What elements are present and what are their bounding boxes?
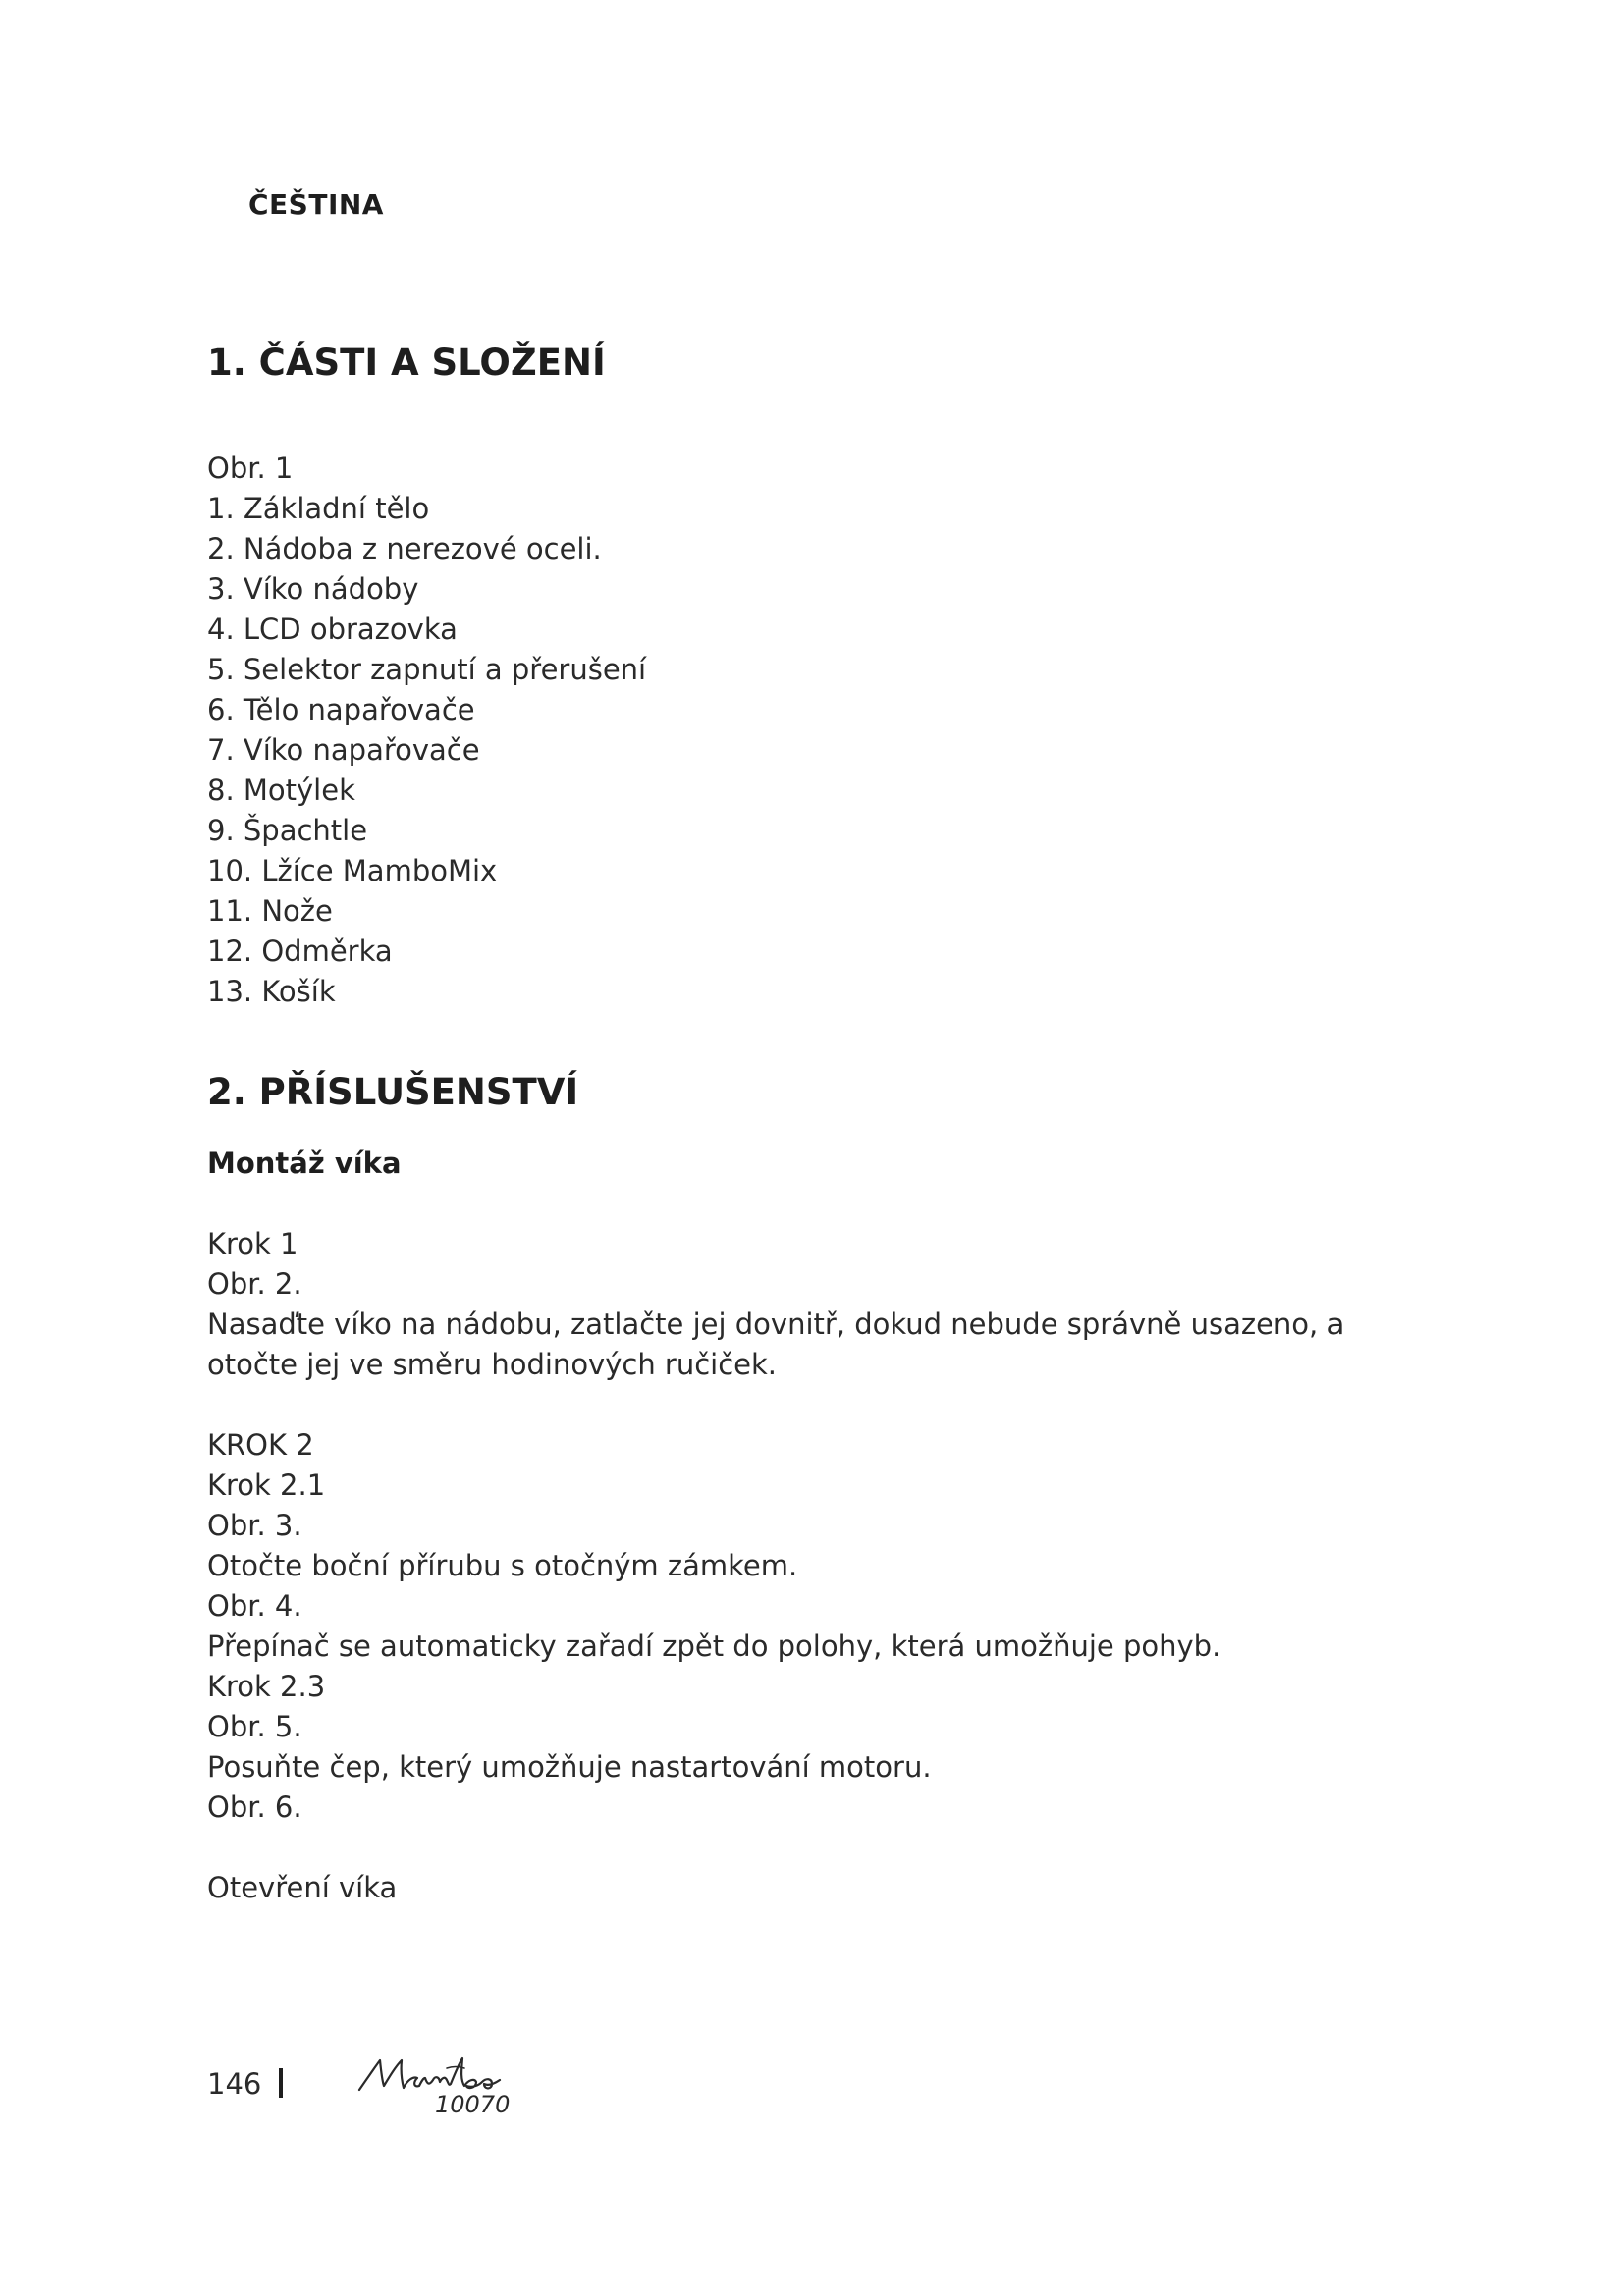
footer-divider	[279, 2068, 283, 2098]
step-label: Krok 2.3	[207, 1670, 326, 1703]
logo-model-number	[345, 2047, 541, 2125]
parts-list	[207, 489, 1425, 1012]
section-2-heading: 2. PŘÍSLUŠENSTVÍ	[207, 1071, 579, 1113]
mambo-logo	[345, 2047, 541, 2125]
figure-label: Obr. 3.	[207, 1509, 302, 1542]
parts-list-item: 9. Špachtle	[207, 814, 368, 847]
figure-label: Obr. 1	[207, 452, 294, 485]
page-number: 146	[207, 2067, 262, 2101]
figure-label: Obr. 6.	[207, 1790, 302, 1824]
figure-label: Obr. 2.	[207, 1267, 302, 1301]
page-footer	[207, 2047, 600, 2125]
parts-list-item: 12. Odměrka	[207, 934, 393, 968]
step-label: KROK 2	[207, 1428, 314, 1462]
step-label: Krok 2.1	[207, 1468, 326, 1502]
parts-list-item: 8. Motýlek	[207, 774, 355, 807]
parts-list-item: 1. Základní tělo	[207, 492, 430, 525]
parts-list-item: 5. Selektor zapnutí a přerušení	[207, 653, 647, 686]
parts-list-item: 7. Víko napařovače	[207, 733, 480, 767]
parts-list-item: 10. Lžíce MamboMix	[207, 854, 498, 887]
page-language-label: ČEŠTINA	[248, 188, 384, 221]
parts-list-item: 11. Nože	[207, 894, 333, 928]
figure-label: Obr. 4.	[207, 1589, 302, 1623]
step-instruction: Otočte boční přírubu s otočným zámkem.	[207, 1549, 798, 1582]
step-instruction: Nasaďte víko na nádobu, zatlačte jej dovnitř, dokud nebude správně usazeno, a otočte jej ve směru hodinových ručiček.	[207, 1308, 1345, 1381]
assembly-subheading: Montáž víka	[207, 1147, 402, 1180]
parts-list-item: 3. Víko nádoby	[207, 572, 419, 606]
step-label: Krok 1	[207, 1227, 298, 1260]
step-instruction: Posuňte čep, který umožňuje nastartování motoru.	[207, 1750, 932, 1784]
step-instruction: Přepínač se automaticky zařadí zpět do polohy, která umožňuje pohyb.	[207, 1629, 1221, 1663]
parts-list-item: 13. Košík	[207, 975, 336, 1008]
lid-opening-label: Otevření víka	[207, 1871, 398, 1904]
parts-list-item: 6. Tělo napařovače	[207, 693, 475, 726]
section-1-heading: 1. ČÁSTI A SLOŽENÍ	[207, 342, 606, 384]
logo-model-text: 10070	[435, 2091, 511, 2118]
parts-list-item: 2. Nádoba z nerezové oceli.	[207, 532, 602, 565]
figure-label: Obr. 5.	[207, 1710, 302, 1743]
document-content	[207, 334, 1425, 1908]
parts-list-item: 4. LCD obrazovka	[207, 613, 458, 646]
